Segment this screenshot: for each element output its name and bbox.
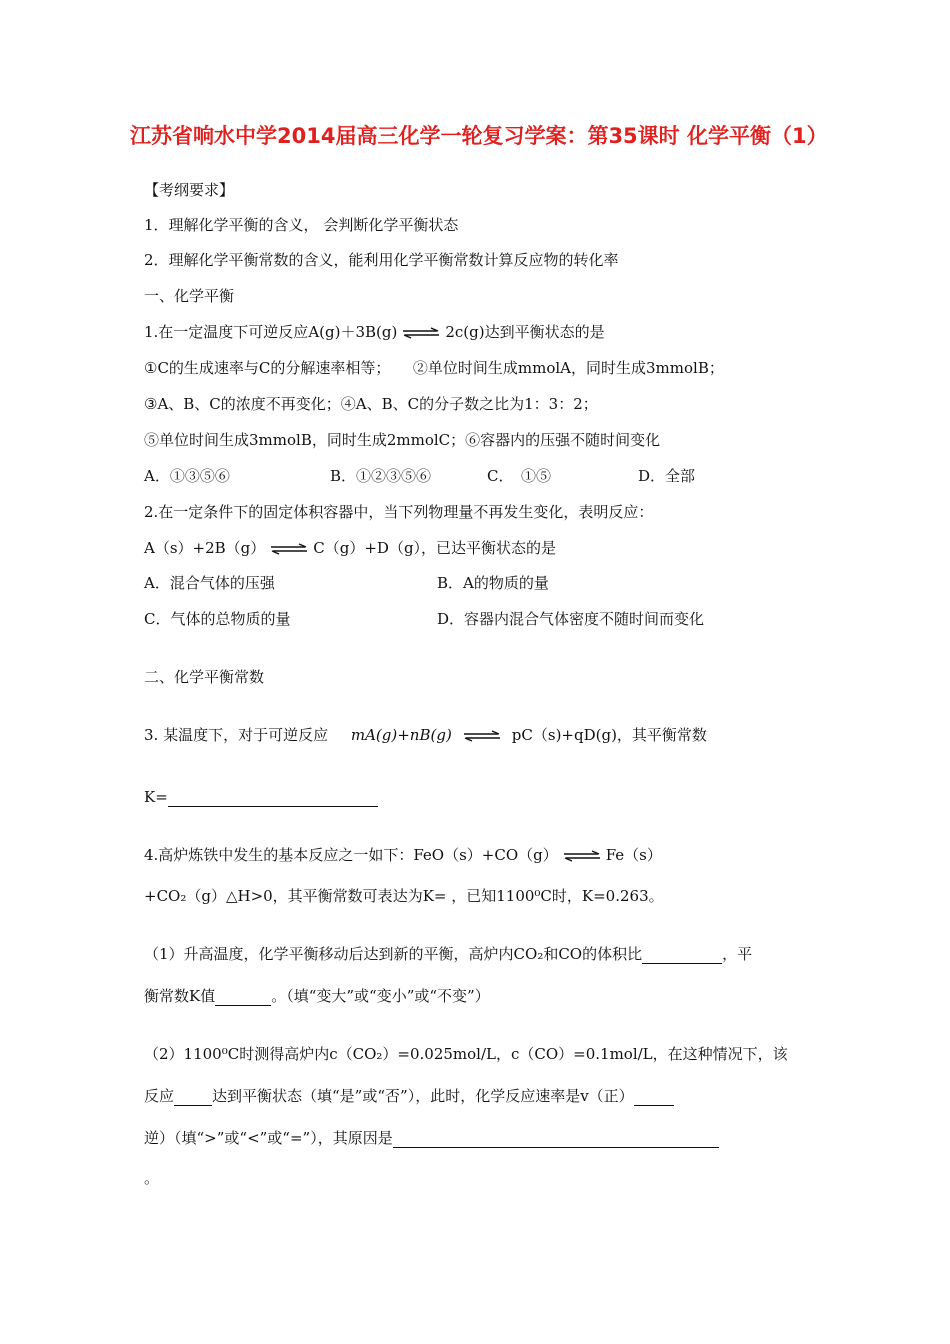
equilibrium-arrow-icon <box>462 730 502 742</box>
equilibrium-arrow-icon <box>269 543 309 555</box>
requirement-1: 1．理解化学平衡的含义， 会判断化学平衡状态 <box>144 216 459 234</box>
q4-line-2: +CO₂（g）△H>0，其平衡常数可表达为K= ，已知1100⁰C时，K=0.263。 <box>144 887 664 905</box>
q4-p2-b: 反应 <box>144 1087 175 1105</box>
q1-option-b: B．①②③⑤⑥ <box>330 467 432 485</box>
q4-part-1-line-1 <box>144 944 752 964</box>
q4-p1-a: （1）升高温度，化学平衡移动后达到新的平衡，高炉内CO₂和CO的体积比 <box>144 945 643 963</box>
q4-stem-a: 4.高炉炼铁中发生的基本反应之一如下：FeO（s）+CO（g） <box>144 846 558 864</box>
q3-k-label: K= <box>144 788 168 806</box>
q4-part-1-line-2 <box>144 986 490 1006</box>
q2-option-a: A．混合气体的压强 <box>144 574 275 592</box>
q4-p2-c: 达到平衡状态（填“是”或“否”），此时，化学反应速率是v（正） <box>212 1087 634 1105</box>
q4-p2-blank-rate[interactable] <box>634 1089 674 1106</box>
q1-option-a: A．①③⑤⑥ <box>144 467 230 485</box>
q3-lhs: mA(g)+nB(g) <box>350 726 452 744</box>
q1-option-c: C． ①⑤ <box>487 467 551 485</box>
q4-p1-blank-ratio[interactable] <box>642 947 722 964</box>
q4-p1-blank-k[interactable] <box>215 989 271 1006</box>
q4-p2-blank-reason[interactable] <box>393 1131 719 1148</box>
q3-k-blank[interactable] <box>168 790 378 807</box>
q4-p1-d: 。（填“变大”或“变小”或“不变”） <box>271 987 490 1005</box>
q4-stem <box>144 845 662 865</box>
q3-k-line <box>144 787 378 807</box>
q1-condition-1: ①C的生成速率与C的分解速率相等； ②单位时间生成mmolA，同时生成3mmolB； <box>144 359 724 377</box>
q2-option-b: B．A的物质的量 <box>437 574 549 592</box>
q1-condition-2: ③A、B、C的浓度不再变化；④A、B、C的分子数之比为1：3：2； <box>144 395 598 413</box>
q4-p2-d: 逆）（填“>”或“<”或“=”），其原因是 <box>144 1129 393 1147</box>
q4-part-2-line-2 <box>144 1086 674 1106</box>
section-2-heading: 二、化学平衡常数 <box>144 668 265 686</box>
q1-stem-b: 2c(g)达到平衡状态的是 <box>445 323 605 341</box>
q1-stem-a: 1.在一定温度下可逆反应A(g)＋3B(g) <box>144 323 398 341</box>
requirements-header: 【考纲要求】 <box>144 181 235 199</box>
equilibrium-arrow-icon <box>401 327 441 339</box>
q1-condition-3: ⑤单位时间生成3mmolB，同时生成2mmolC；⑥容器内的压强不随时间变化 <box>144 431 661 449</box>
q4-part-2-line-3 <box>144 1128 719 1148</box>
q1-option-d: D．全部 <box>638 467 696 485</box>
equilibrium-arrow-icon <box>562 850 602 862</box>
q3-rhs: pC（s)+qD(g)，其平衡常数 <box>511 726 707 744</box>
q2-eq-b: C（g）+D（g），已达平衡状态的是 <box>313 539 557 557</box>
q4-part-2-line-1: （2）1100⁰C时测得高炉内c（CO₂）=0.025mol/L，c（CO）=0.1mol/L，在这种情况下，该 <box>144 1045 788 1063</box>
page-title: 江苏省响水中学2014届高三化学一轮复习学案：第35课时 化学平衡（1） <box>130 124 828 148</box>
section-1-heading: 一、化学平衡 <box>144 287 235 305</box>
q4-stem-b: Fe（s） <box>605 846 662 864</box>
requirement-2: 2．理解化学平衡常数的含义，能利用化学平衡常数计算反应物的转化率 <box>144 251 619 269</box>
q2-stem: 2.在一定条件下的固定体积容器中，当下列物理量不再发生变化，表明反应： <box>144 503 654 521</box>
q2-option-d: D．容器内混合气体密度不随时间而变化 <box>437 610 705 628</box>
q2-option-c: C．气体的总物质的量 <box>144 610 291 628</box>
q4-part-2-end: 。 <box>144 1169 160 1187</box>
q3-prefix: 3. 某温度下，对于可逆反应 <box>144 726 329 744</box>
q1-stem <box>144 322 605 342</box>
q4-p1-c: 衡常数K值 <box>144 987 216 1005</box>
q2-eq-a: A（s）+2B（g） <box>144 539 266 557</box>
q2-equation <box>144 538 556 558</box>
q4-p1-b: ，平 <box>722 945 753 963</box>
q4-p2-blank-state[interactable] <box>174 1089 212 1106</box>
q3-stem <box>144 725 707 745</box>
